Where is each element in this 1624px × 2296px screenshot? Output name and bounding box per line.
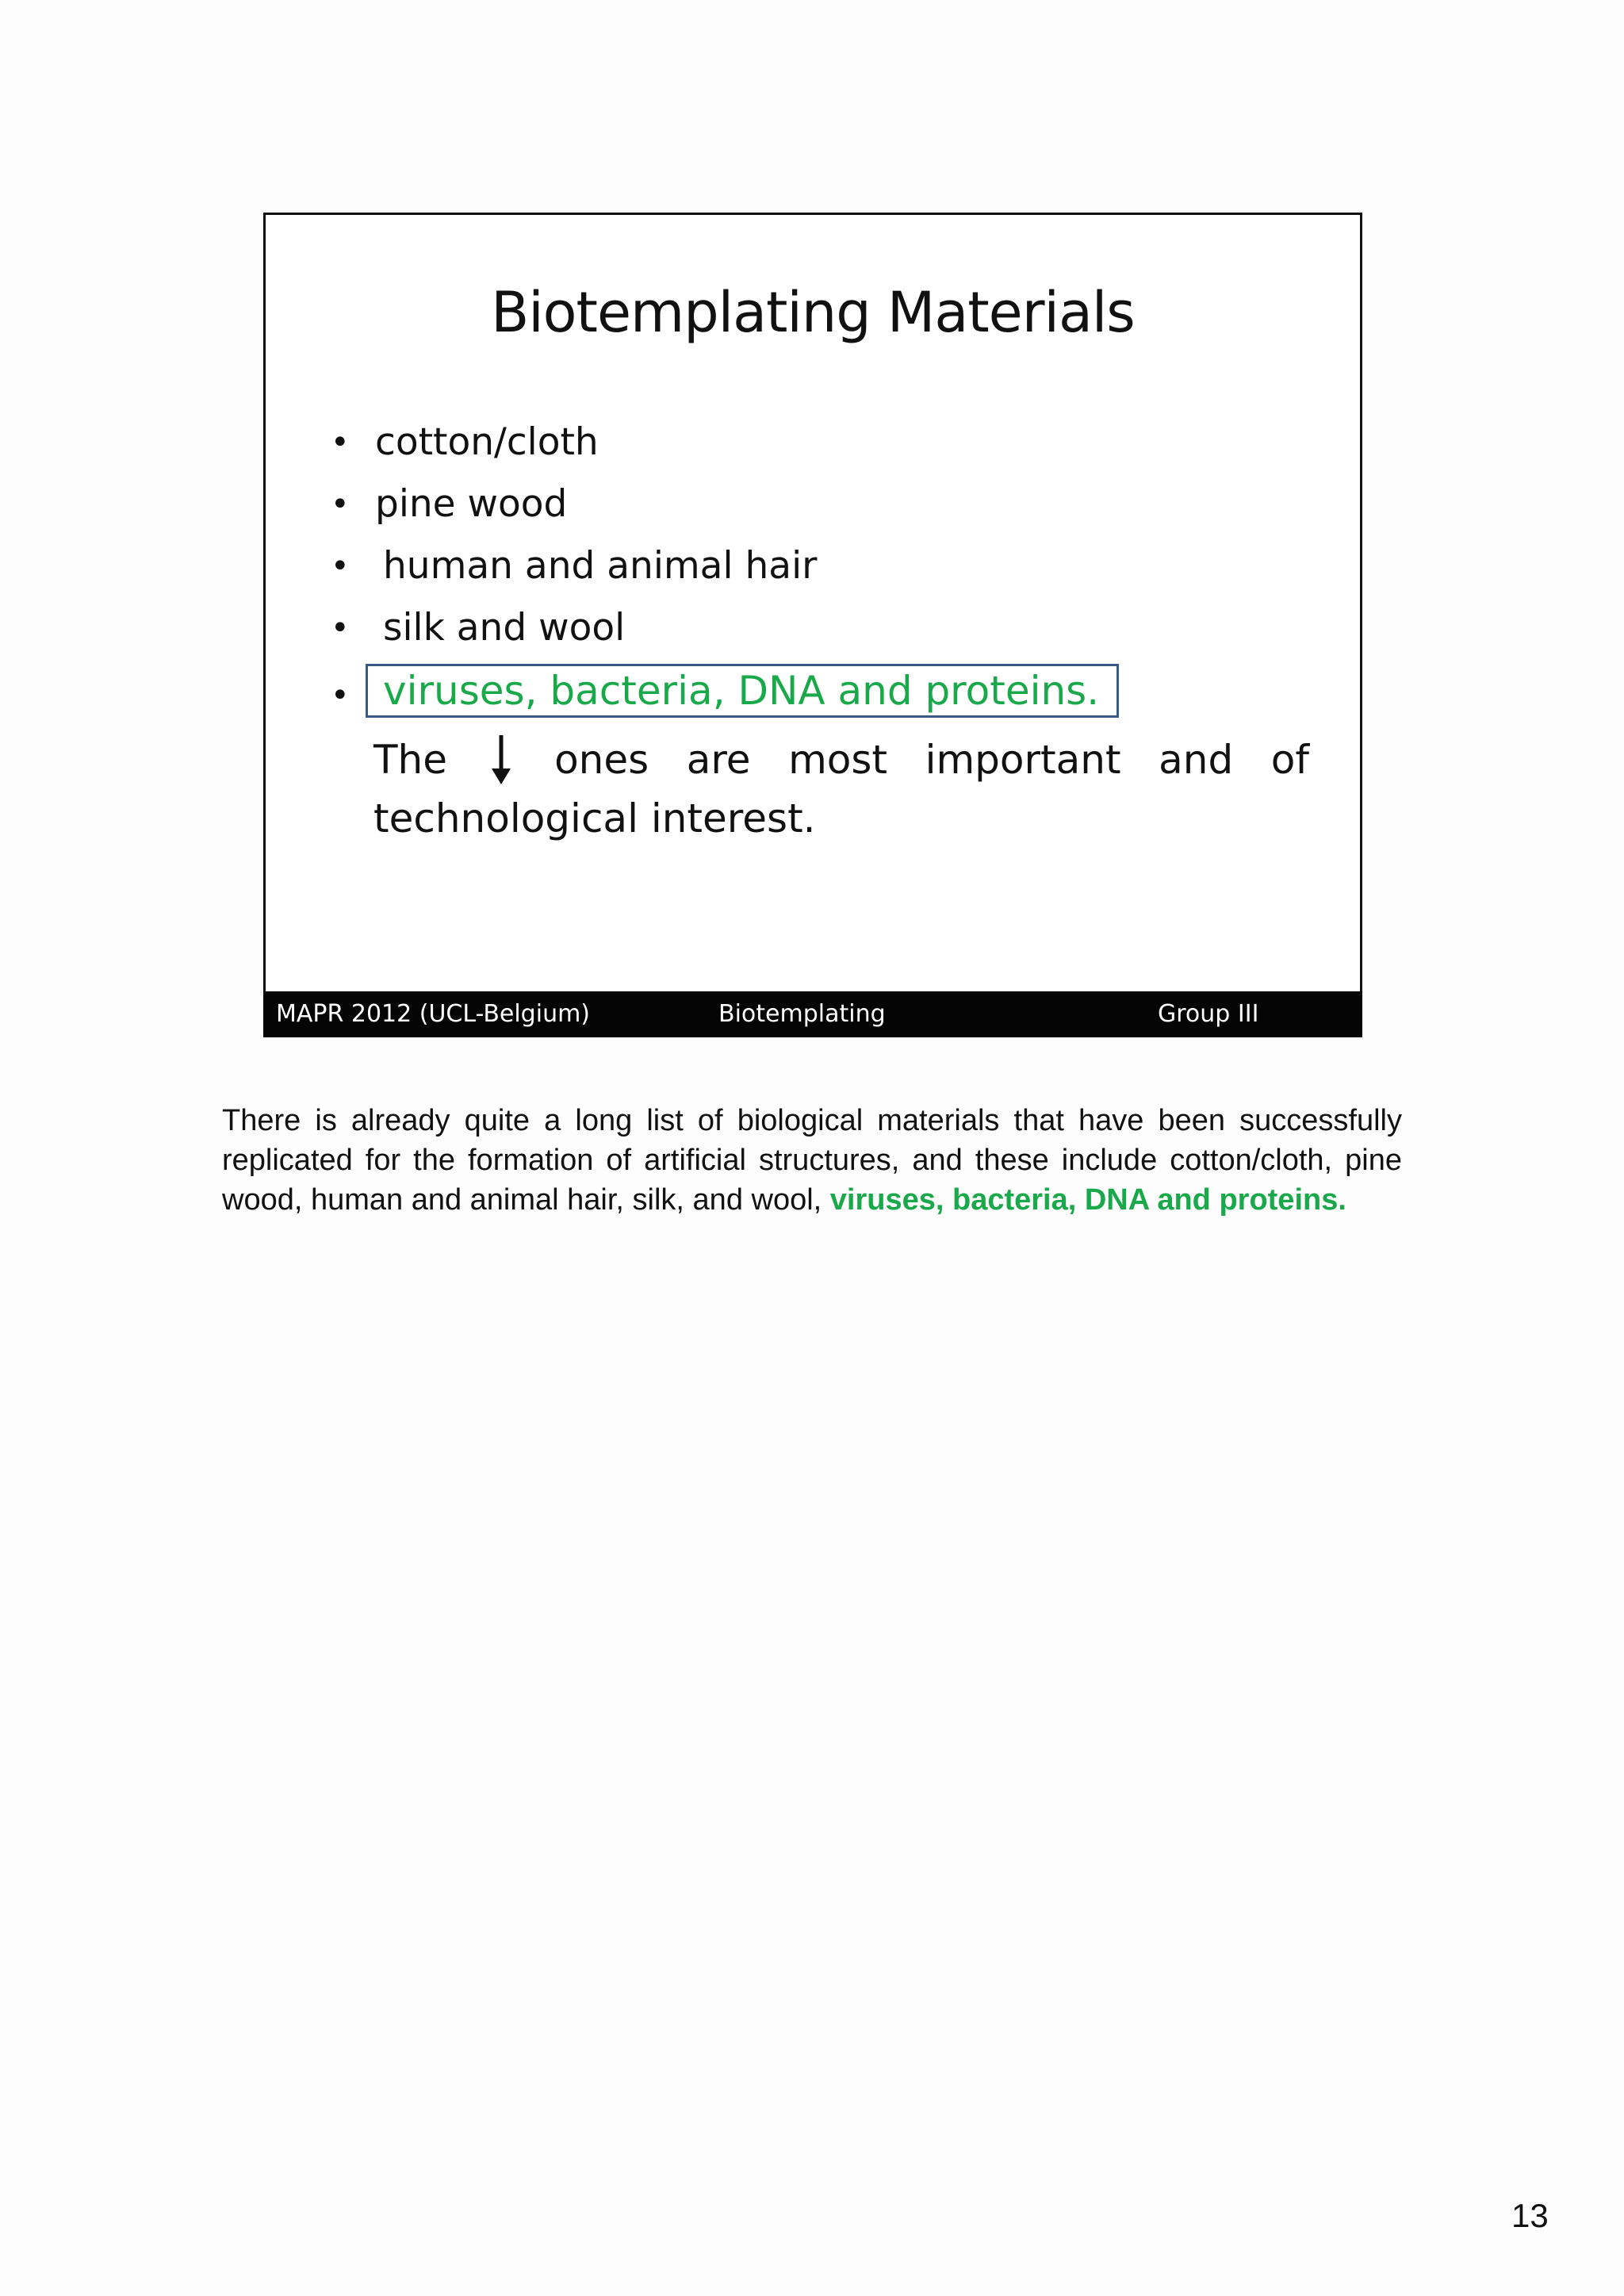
note-paragraph — [222, 1101, 1402, 1220]
continuation-line-1 — [373, 730, 1309, 789]
highlighted-list-item — [331, 659, 1306, 732]
continuation-text — [373, 730, 1309, 848]
bullet-dot: • — [331, 424, 350, 461]
bullet-dot: • — [331, 486, 350, 523]
footer-right-text: Group III — [1158, 1000, 1259, 1028]
bullet-dot: • — [331, 610, 350, 646]
footer-center-text: Biotemplating — [718, 1000, 886, 1028]
bullet-text: pine wood — [375, 482, 568, 526]
word: and — [1159, 737, 1234, 783]
bullet-dot: • — [331, 677, 350, 714]
highlighted-bullet-text: viruses, bacteria, DNA and proteins. — [383, 668, 1100, 714]
bullet-text: cotton/cloth — [375, 420, 599, 464]
page-number: 13 — [1511, 2197, 1549, 2234]
continuation-line-2: technological interest. — [373, 795, 816, 841]
list-item — [331, 412, 1306, 473]
bullet-text: human and animal hair — [383, 544, 818, 588]
slide-title: Biotemplating Materials — [491, 280, 1135, 345]
note-highlight: viruses, bacteria, DNA and proteins. — [829, 1183, 1346, 1217]
footer-left-text: MAPR 2012 (UCL-Belgium) — [276, 1000, 591, 1028]
bullet-list — [331, 412, 1306, 732]
list-item — [331, 535, 1306, 597]
slide-footer — [263, 991, 1362, 1037]
word: The — [373, 737, 447, 783]
word: of — [1270, 737, 1309, 783]
bullet-text: silk and wool — [383, 606, 626, 650]
list-item — [331, 597, 1306, 659]
slide — [263, 213, 1362, 1037]
word: important — [925, 737, 1121, 783]
note-text: There is already quite a long list of biological materials that have been successfully replicated for the formation of artificial structures, and these include cotton/cloth, pine wood, human and animal hair, silk, and wool, — [222, 1104, 1402, 1217]
word: are — [686, 737, 751, 783]
list-item — [331, 473, 1306, 535]
bullet-dot: • — [331, 548, 350, 585]
word: most — [788, 737, 888, 783]
down-arrow-icon — [485, 732, 517, 788]
word: ones — [554, 737, 649, 783]
